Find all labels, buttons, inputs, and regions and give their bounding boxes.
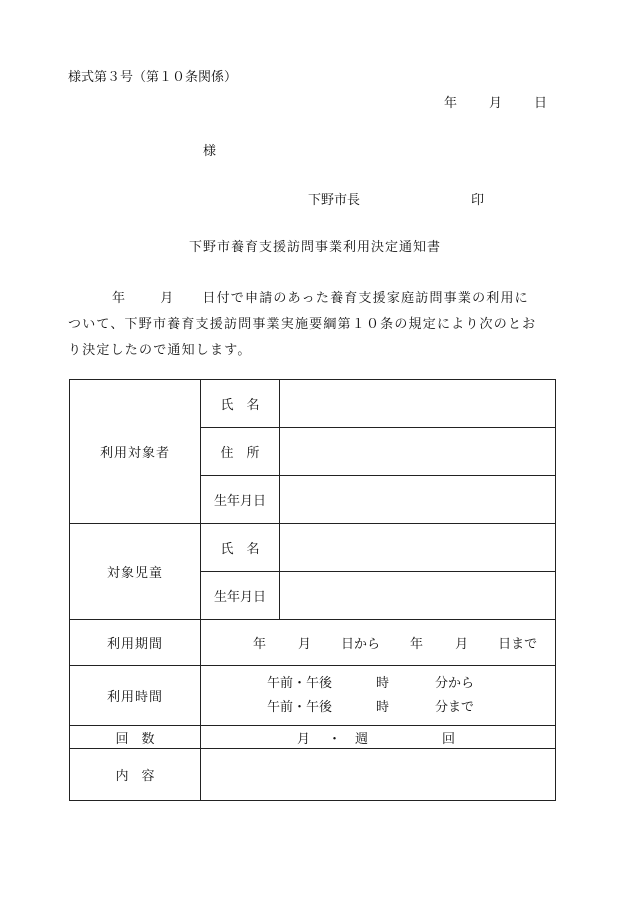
date-line: [444, 92, 547, 111]
body-month: 月: [160, 291, 175, 306]
count-dot: ・: [328, 731, 342, 747]
period-value[interactable]: [201, 620, 556, 666]
period-month-from: 月: [298, 637, 312, 652]
child-name-label: 氏 名: [201, 524, 280, 572]
notice-body: [68, 286, 560, 364]
body-line-1-text: 日付で申請のあった養育支援家庭訪問事業の利用に: [202, 291, 529, 306]
time-from-minute: 分から: [435, 675, 475, 691]
period-label: 利用期間: [70, 620, 201, 666]
content-value[interactable]: [201, 749, 556, 801]
user-birth-value[interactable]: [280, 476, 556, 524]
period-year-from: 年: [253, 637, 267, 652]
period-year-to: 年: [410, 637, 424, 652]
content-label: 内 容: [70, 749, 201, 801]
user-name-label: 氏 名: [201, 380, 280, 428]
child-name-value[interactable]: [280, 524, 556, 572]
user-group-label: 利用対象者: [70, 380, 201, 524]
body-line-3: り決定したので通知します。: [68, 343, 252, 358]
seal-mark: 印: [471, 193, 485, 208]
count-label: 回 数: [70, 726, 201, 749]
child-birth-value[interactable]: [280, 572, 556, 620]
count-week: 週: [355, 731, 369, 747]
sender-name: 下野市長: [308, 193, 361, 208]
child-group-label: 対象児童: [70, 524, 201, 620]
time-from-ampm: 午前・午後: [267, 675, 333, 691]
time-label: 利用時間: [70, 666, 201, 726]
child-birth-label: 生年月日: [201, 572, 280, 620]
count-times: 回: [442, 731, 456, 747]
body-line-2: ついて、下野市養育支援訪問事業実施要綱第１０条の規定により次のとお: [68, 317, 537, 332]
decision-table: [69, 379, 556, 801]
count-month: 月: [297, 731, 311, 747]
date-year: 年: [444, 96, 458, 111]
form-number: 様式第３号（第１０条関係）: [68, 70, 238, 85]
time-to-ampm: 午前・午後: [267, 699, 333, 715]
body-year: 年: [112, 291, 127, 306]
period-day-to: 日まで: [498, 637, 538, 652]
body-line-1: [68, 286, 560, 312]
period-day-from: 日から: [341, 637, 381, 652]
time-from-line: [267, 672, 555, 696]
time-value[interactable]: [201, 666, 556, 726]
time-to-line: [267, 696, 555, 720]
period-month-to: 月: [455, 637, 469, 652]
count-value[interactable]: [201, 726, 556, 749]
user-birth-label: 生年月日: [201, 476, 280, 524]
date-day: 日: [534, 96, 548, 111]
addressee-suffix: 様: [203, 144, 217, 159]
date-month: 月: [489, 96, 503, 111]
user-address-label: 住 所: [201, 428, 280, 476]
user-address-value[interactable]: [280, 428, 556, 476]
time-to-minute: 分まで: [435, 699, 475, 715]
user-name-value[interactable]: [280, 380, 556, 428]
time-to-hour: 時: [376, 699, 390, 715]
document-title: 下野市養育支援訪問事業利用決定通知書: [188, 240, 441, 255]
time-from-hour: 時: [376, 675, 390, 691]
